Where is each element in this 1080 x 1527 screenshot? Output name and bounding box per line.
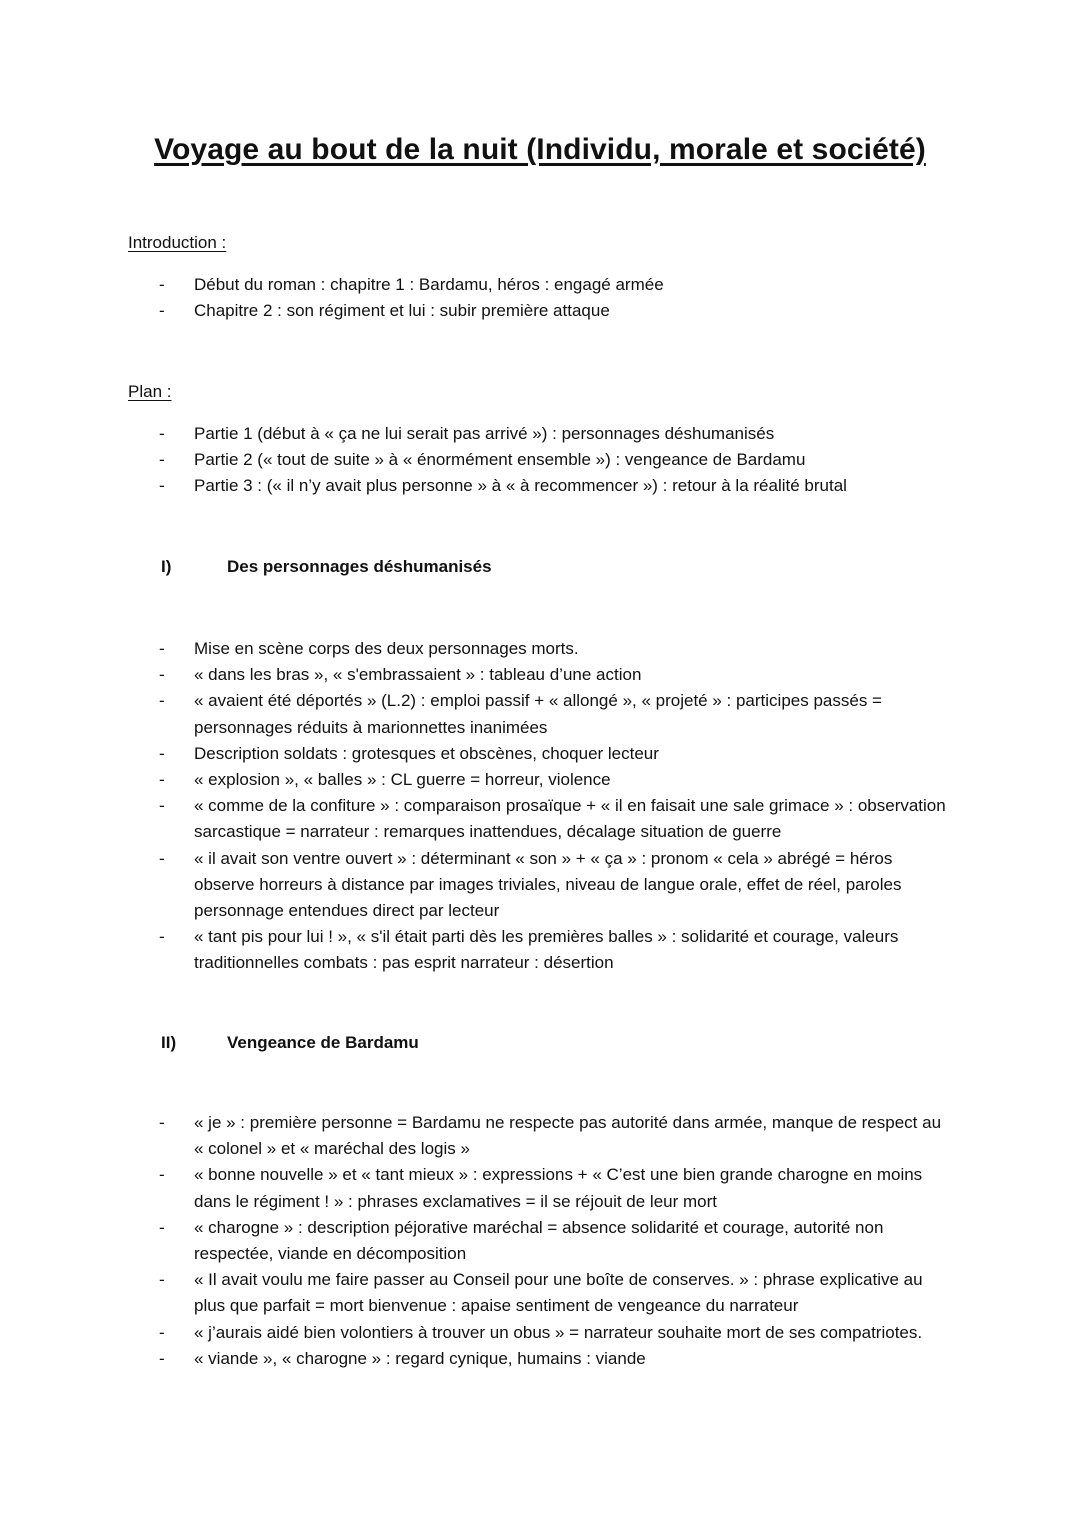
list-item: [0, 793, 1080, 845]
document-title: Voyage au bout de la nuit (Individu, morale et société): [154, 133, 926, 166]
section1-list: [0, 636, 1080, 977]
bullet-dash: -: [159, 743, 165, 763]
introduction-label: Introduction :: [128, 233, 227, 252]
list-item-text: « tant pis pour lui ! », « s'il était parti dès les premières balles » : solidarité et courage, valeurs traditionnelles combats : pas esprit narrateur : désertion: [194, 927, 899, 973]
list-item-text: Partie 3 : (« il n’y avait plus personne » à « à recommencer ») : retour à la réalité brutal: [194, 476, 847, 496]
bullet-dash: -: [159, 275, 165, 294]
bullet-dash: -: [159, 1270, 165, 1290]
list-item-text: « avaient été déportés » (L.2) : emploi passif + « allongé », « projeté » : participes passés = personnages réduits à marionnettes inanimées: [194, 691, 882, 737]
list-item: [0, 447, 1080, 473]
list-item-text: Chapitre 2 : son régiment et lui : subir première attaque: [194, 301, 610, 321]
list-item: [0, 636, 1080, 662]
bullet-dash: -: [159, 927, 165, 947]
list-item-text: « viande », « charogne » : regard cynique, humains : viande: [194, 1348, 646, 1368]
section-title: Vengeance de Bardamu: [227, 1033, 419, 1052]
bullet-dash: -: [159, 796, 165, 816]
list-item: [0, 846, 1080, 925]
list-item: [0, 1215, 1080, 1267]
bullet-dash: -: [159, 1348, 165, 1368]
bullet-dash: -: [159, 1217, 165, 1237]
list-item-text: « explosion », « balles » : CL guerre = horreur, violence: [194, 770, 611, 790]
list-item-text: Mise en scène corps des deux personnages morts.: [194, 639, 579, 658]
bullet-dash: -: [159, 848, 165, 868]
introduction-list: [0, 272, 1080, 324]
list-item-text: « bonne nouvelle » et « tant mieux » : expressions + « C’est une bien grande charogne en moins dans le régiment ! » : phrases exclamatives = il se réjouit de leur mort: [194, 1165, 923, 1211]
list-item: [0, 272, 1080, 298]
plan-list: [0, 421, 1080, 500]
plan-label: Plan :: [128, 382, 172, 401]
bullet-dash: -: [159, 1113, 165, 1132]
bullet-dash: -: [159, 476, 165, 496]
list-item: [0, 1267, 1080, 1319]
section2-list: [0, 1110, 1080, 1372]
bullet-dash: -: [159, 1165, 165, 1185]
list-item-text: Début du roman : chapitre 1 : Bardamu, héros : engagé armée: [194, 275, 664, 294]
list-item: [0, 421, 1080, 447]
bullet-dash: -: [159, 665, 165, 685]
list-item-text: « il avait son ventre ouvert » : déterminant « son » + « ça » : pronom « cela » abrégé = héros observe horreurs à distance par images triviales, niveau de langue orale, effet de réel, paroles personnage entendues direct par lecteur: [194, 848, 902, 921]
list-item: [0, 688, 1080, 740]
section-number: II): [161, 1033, 177, 1052]
list-item-text: « dans les bras », « s'embrassaient » : tableau d’une action: [194, 665, 642, 685]
list-item: [0, 1346, 1080, 1372]
list-item-text: « j’aurais aidé bien volontiers à trouver un obus » = narrateur souhaite mort de ses compatriotes.: [194, 1322, 923, 1342]
bullet-dash: -: [159, 1322, 165, 1342]
section-title: Des personnages déshumanisés: [227, 557, 492, 576]
bullet-dash: -: [159, 450, 165, 470]
list-item-text: « Il avait voulu me faire passer au Conseil pour une boîte de conserves. » : phrase explicative au plus que parfait = mort bienvenue : apaise sentiment de vengeance du narrateur: [194, 1270, 923, 1316]
list-item: [0, 741, 1080, 767]
bullet-dash: -: [159, 691, 165, 711]
list-item-text: « charogne » : description péjorative maréchal = absence solidarité et courage, autorité non respectée, viande en décomposition: [194, 1217, 884, 1264]
list-item: [0, 298, 1080, 324]
list-item-text: « je » : première personne = Bardamu ne respecte pas autorité dans armée, manque de respect au « colonel » et « maréchal des logis »: [194, 1113, 942, 1159]
bullet-dash: -: [159, 424, 165, 443]
list-item: [0, 1110, 1080, 1162]
bullet-dash: -: [159, 639, 165, 658]
list-item-text: Partie 1 (début à « ça ne lui serait pas arrivé ») : personnages déshumanisés: [194, 424, 775, 443]
list-item: [0, 767, 1080, 793]
list-item: [0, 662, 1080, 688]
list-item: [0, 1162, 1080, 1214]
bullet-dash: -: [159, 770, 165, 790]
section-number: I): [161, 557, 172, 576]
list-item-text: Description soldats : grotesques et obscènes, choquer lecteur: [194, 743, 659, 763]
list-item: [0, 924, 1080, 976]
list-item: [0, 473, 1080, 499]
bullet-dash: -: [159, 301, 165, 321]
list-item-text: « comme de la confiture » : comparaison prosaïque + « il en faisait une sale grimace » : observation sarcastique = narrateur : remarques inattendues, décalage situation de guerre: [194, 796, 946, 842]
list-item-text: Partie 2 (« tout de suite » à « énormément ensemble ») : vengeance de Bardamu: [194, 450, 806, 470]
list-item: [0, 1320, 1080, 1346]
